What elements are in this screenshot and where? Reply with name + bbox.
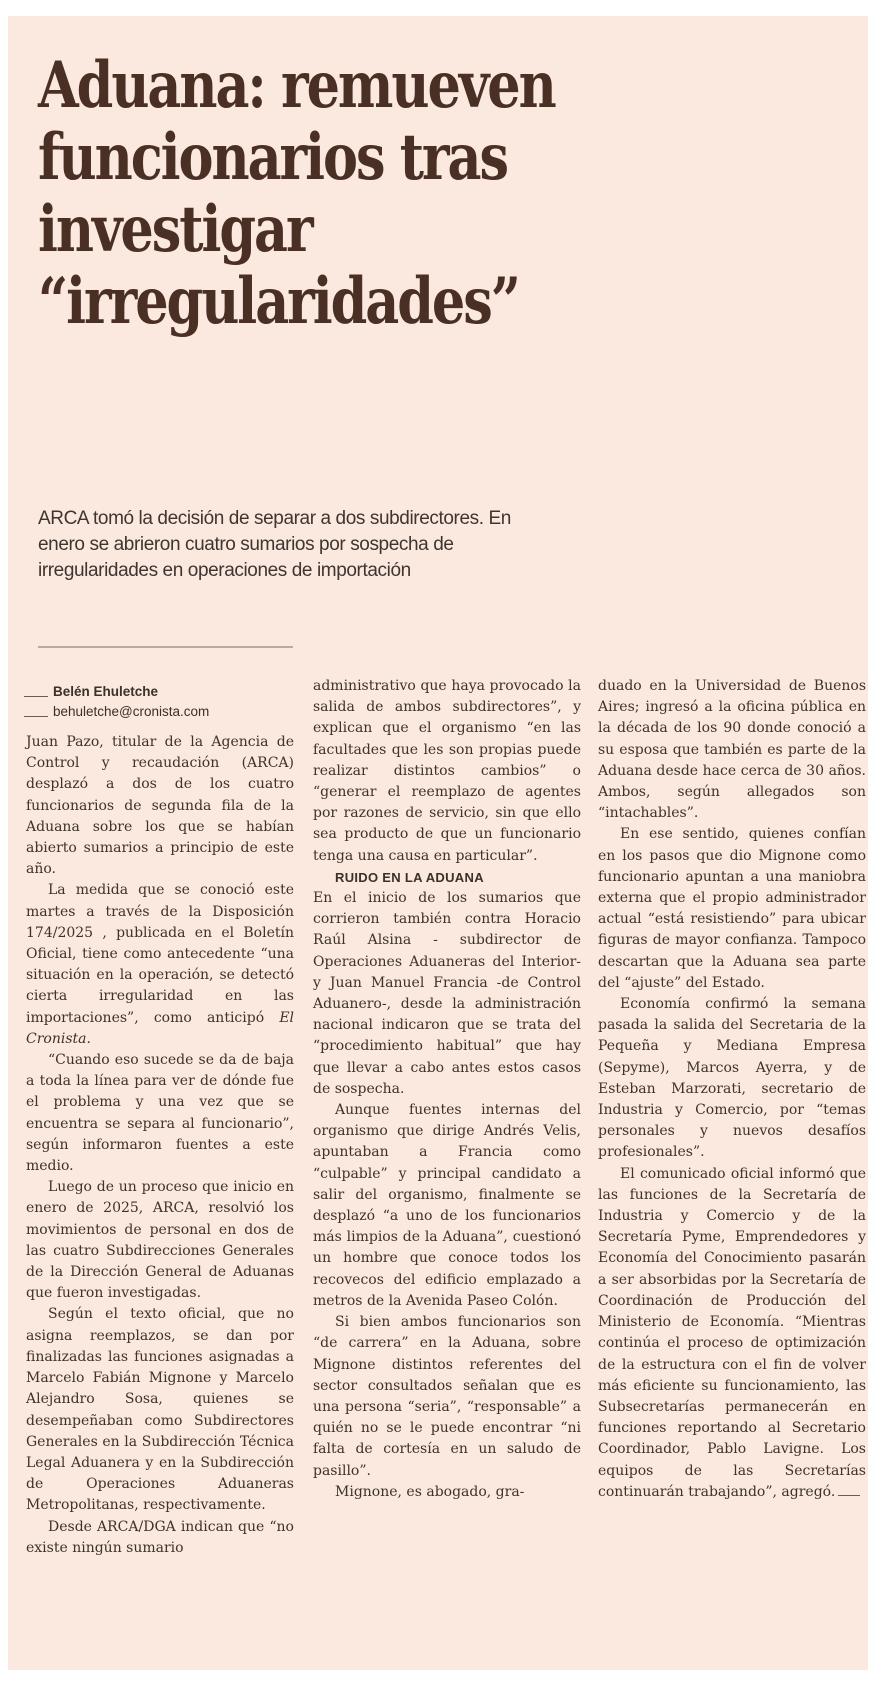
publication-name: El Cronista. [26, 1009, 295, 1047]
section-subhead: RUIDO EN LA ADUANA [335, 869, 484, 885]
paragraph: Economía confirmó la semana pasada la salida del Secretaria de la Pequeña y Mediana Empresa (Sepyme), Marcos Ayerra, y de Esteban Marzorati, secretario de Industria y Comercio, por “temas personales y nuevos desafíos profesionales”. [598, 996, 866, 1161]
paragraph: Juan Pazo, titular de la Agencia de Control y recaudación (ARCA) desplazó a dos de los cuatro funcionarios de segunda fila de la Aduana sobre los que se habían abierto sumarios a principio de este año. [26, 734, 294, 878]
paragraph: “Cuando eso sucede se da de baja a toda la línea para ver de dónde fue el problema y una vez que se encuentra se separa al funcionario”, según informaron fuentes a este medio. [26, 1052, 294, 1175]
paragraph [26, 880, 294, 1050]
article-column-1 [26, 732, 294, 1559]
paragraph: administrativo que haya provocado la salida de ambos subdirectores”, y explican que el organismo “en las facultades que les son propias puede realizar distintos cambios” o “generar el reemplazo de agentes por razones de servicio, sin que ello sea producto de que un funcionario tenga una causa en particular”. [313, 678, 581, 864]
paragraph: Aunque fuentes internas del organismo que dirige Andrés Velis, apuntaban a Francia como “culpable” y principal candidato a salir del organismo, finalmente se desplazó “a uno de los funcionarios más limpios de la Aduana”, cuestionó un hombre que conoce todos los recovecos del edificio emplazado a metros de la Avenida Paseo Colón. [313, 1102, 581, 1309]
byline-dash [24, 716, 48, 717]
headline-line: funcionarios tras [38, 120, 507, 195]
byline [24, 682, 284, 722]
article-column-2 [313, 676, 581, 1503]
paragraph [598, 1164, 866, 1503]
article-column-3 [598, 676, 866, 1503]
author-email[interactable]: behuletche@cronista.com [53, 704, 210, 719]
paragraph-text: El comunicado oficial informó que las funciones de la Secretaría de Industria y Comercio y de la Secretaría Pyme, Emprendedores y Economía del Conocimiento pasarán a ser absorbidas por la Secretaría de Coordinación de Producción del Ministerio de Economía. “Mientras continúa el proceso de optimización de la estructura con el fin de volver más eficiente su funcionamiento, las Subsecretarías permanecerán en funciones reportando al Secretario Coordinador, Pablo Lavigne. Los equipos de las Secretarías continuarán trabajando”, agregó. [598, 1165, 866, 1500]
paragraph: Según el texto oficial, que no asigna reemplazos, se dan por finalizadas las funciones asignadas a Marcelo Fabián Mignone y Marcelo Alejandro Sosa, quienes se desempeñaban como Subdirectores Generales en la Subdirección Técnica Legal Aduanera y en la Subdirección de Operaciones Aduaneras Metropolitanas, respectivamente. [26, 1306, 294, 1514]
paragraph: Si bien ambos funcionarios son “de carrera” en la Aduana, sobre Mignone distintos referentes del sector consultados señalan que es una persona “seria”, “responsable” a quién no se le puede encontrar “ni falta de cortesía en un saludo de pasillo”. [313, 1314, 581, 1479]
headline-line: investigar [38, 192, 312, 267]
headline-line: “irregularidades” [38, 264, 519, 339]
author-name: Belén Ehuletche [53, 684, 159, 699]
paragraph: Desde ARCA/DGA indican que “no existe ningún sumario [26, 1518, 294, 1556]
headline-line: Aduana: remueven [38, 48, 555, 123]
paragraph: Mignone, es abogado, gra- [335, 1483, 525, 1500]
paragraph: En ese sentido, quienes confían en los pasos que dio Mignone como funcionario apuntan a una maniobra externa que el propio administrador actual “está resistiendo” para ubicar figuras de mayor confianza. Tampoco descartan que la Aduana sea parte del “ajuste” del Estado. [598, 826, 866, 991]
dek-summary: ARCA tomó la decisión de separar a dos subdirectores. En enero se abrieron cuatro sumarios por sospecha de irregularidades en operaciones de importación [38, 508, 511, 581]
end-mark [838, 1495, 860, 1496]
paragraph-text: La medida que se conoció este martes a través de la Disposición 174/2025 , publicada en el Boletín Oficial, tiene como antecedente “una situación en la operación, se detectó cierta irregularidad en las importaciones”, como anticipó [26, 882, 294, 1026]
headline [38, 50, 825, 338]
paragraph: Luego de un proceso que inicio en enero de 2025, ARCA, resolvió los movimientos de personal en dos de las cuatro Subdirecciones Generales de la Dirección General de Aduanas que fueron investigadas. [26, 1179, 294, 1302]
paragraph: duado en la Universidad de Buenos Aires; ingresó a la oficina pública en la década de los 90 donde conoció a su esposa que también es parte de la Aduana desde hace cerca de 30 años. Ambos, según allegados son “intachables”. [598, 678, 866, 822]
paragraph: En el inicio de los sumarios que corrieron también contra Horacio Raúl Alsina - subdirector de Operaciones Aduaneras del Interior- y Juan Manuel Francia -de Control Aduanero-, desde la administración nacional indicaron que se trata del “procedimiento habitual” que hay que llevar a cabo antes estos casos de sospecha. [313, 890, 581, 1097]
divider-rule [38, 646, 293, 648]
byline-dash [24, 696, 48, 697]
